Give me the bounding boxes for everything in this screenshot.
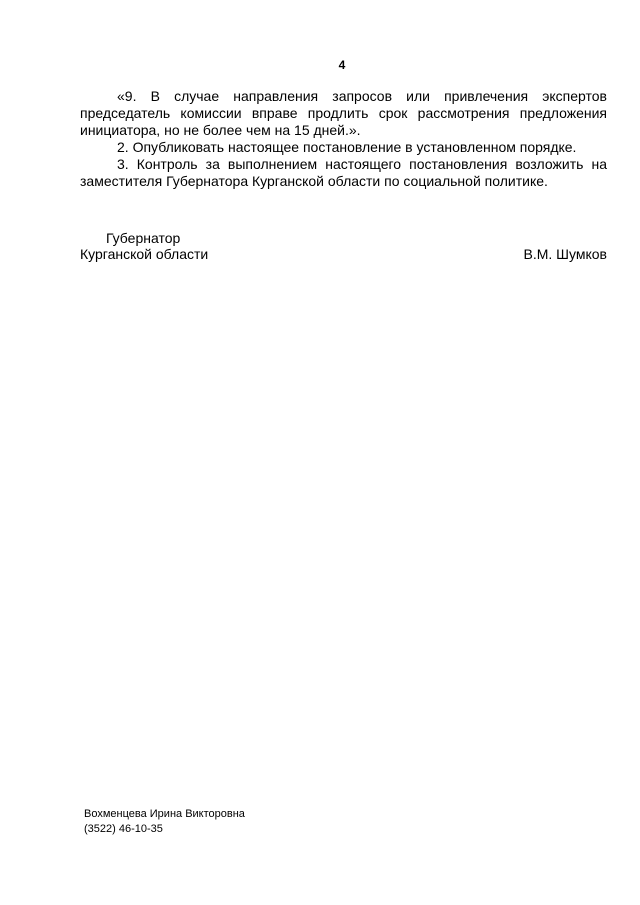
paragraph-1-line-1: «9. В случае направления запросов или привлечения экспертов xyxy=(117,88,607,104)
page-number: 4 xyxy=(338,58,346,72)
executor-footer xyxy=(84,807,245,837)
document-body xyxy=(80,88,607,190)
paragraph-1-line-3: инициатора, но не более чем на 15 дней.». xyxy=(80,122,361,138)
executor-phone: (3522) 46-10-35 xyxy=(84,823,163,835)
signatory-title-line-1: Губернатор xyxy=(106,230,181,246)
signatory-title-line-2: Курганской области xyxy=(80,246,209,262)
paragraph-3-line-1: 3. Контроль за выполнением настоящего постановления возложить на xyxy=(117,156,607,172)
signatory-name: В.М. Шумков xyxy=(523,246,607,262)
paragraph-2: 2. Опубликовать настоящее постановление в установленном порядке. xyxy=(117,139,577,155)
paragraph-3-line-2: заместителя Губернатора Курганской области по социальной политике. xyxy=(80,173,548,189)
executor-name: Вохменцева Ирина Викторовна xyxy=(84,808,245,820)
paragraph-1-line-2: председатель комиссии вправе продлить срок рассмотрения предложения xyxy=(80,105,607,121)
